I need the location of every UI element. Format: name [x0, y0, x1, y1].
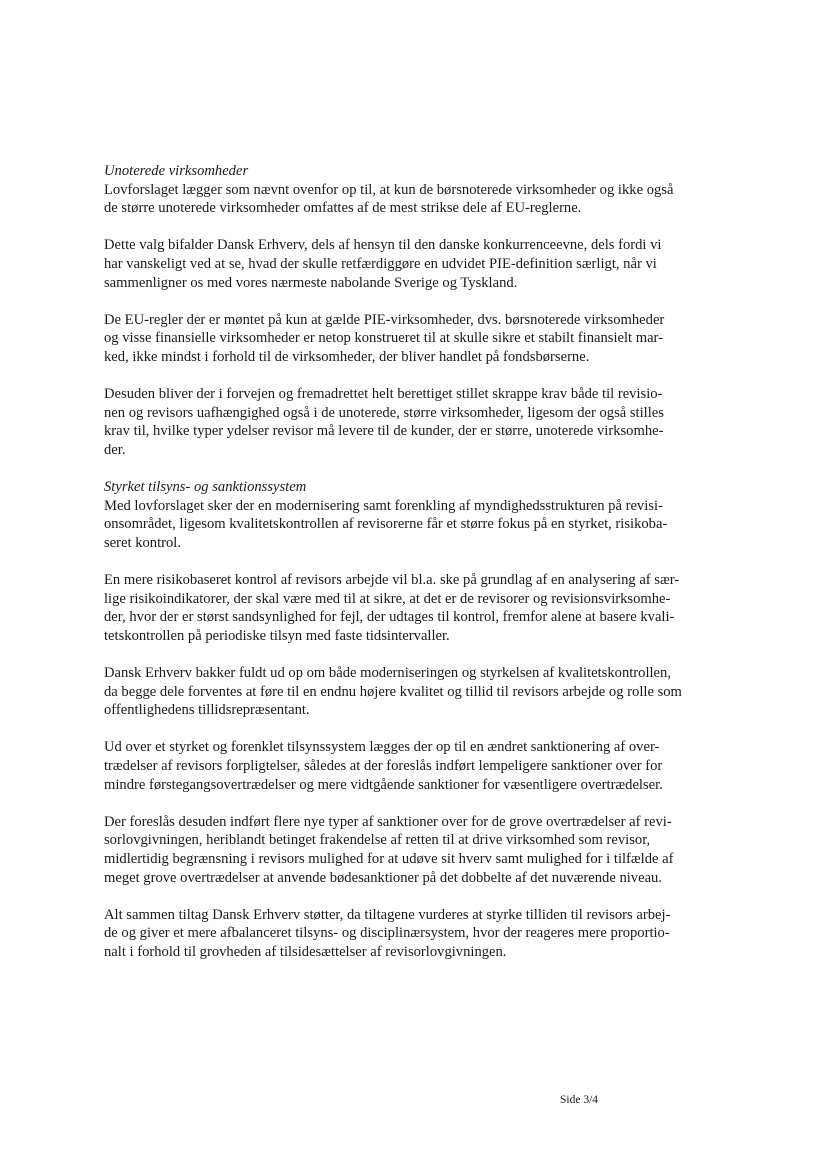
text-line: der.	[104, 441, 126, 458]
text-line: meget grove overtrædelser at anvende bødesanktioner på det dobbelte af det nuværende niveau.	[104, 869, 663, 886]
text-line: Desuden bliver der i forvejen og fremadrettet helt berettiget stillet skrappe krav både til revisio-	[104, 386, 663, 403]
text-line: mindre førstegangsovertrædelser og mere vidtgående sanktioner for væsentligere overtrædelser.	[104, 776, 663, 793]
text-line: tetskontrollen på periodiske tilsyn med faste tidsintervaller.	[104, 627, 450, 644]
text-line: Dansk Erhverv bakker fuldt ud op om både moderniseringen og styrkelsen af kvalitetskontrollen,	[104, 665, 671, 682]
text-line: En mere risikobaseret kontrol af revisors arbejde vil bl.a. ske på grundlag af en analysering af sær-	[104, 572, 680, 589]
paragraph	[104, 813, 724, 887]
text-line: de og giver et mere afbalanceret tilsyns- og disciplinærsystem, hvor der reageres mere proportio-	[104, 925, 670, 942]
text-line: da begge dele forventes at føre til en endnu højere kvalitet og tillid til revisors arbejde og rolle som	[104, 683, 682, 700]
text-line: og visse finansielle virksomheder er netop konstrueret til at skulle sikre et stabilt finansielt mar-	[104, 330, 663, 347]
section-2-block-1	[104, 478, 724, 552]
text-line: Alt sammen tiltag Dansk Erhverv støtter, da tiltagene vurderes at styrke tilliden til revisors arbej-	[104, 906, 671, 923]
text-line: midlertidig begrænsning i revisors mulighed for at udøve sit hverv samt mulighed for i tilfælde af	[104, 850, 674, 867]
text-line: nalt i forhold til grovheden af tilsidesættelser af revisorlovgivningen.	[104, 943, 507, 960]
text-line: lige risikoindikatorer, der skal være med til at sikre, at det er de revisorer og revisionsvirksomhe-	[104, 590, 671, 607]
paragraph	[104, 311, 724, 367]
paragraph	[104, 906, 724, 962]
text-line: De EU-regler der er møntet på kun at gælde PIE-virksomheder, dvs. børsnoterede virksomheder	[104, 311, 665, 328]
text-line: krav til, hvilke typer ydelser revisor må levere til de kunder, der er større, unoterede virksomhe-	[104, 423, 664, 440]
text-line: de større unoterede virksomheder omfattes af de mest strikse dele af EU-reglerne.	[104, 200, 582, 217]
paragraph	[104, 738, 724, 794]
text-line: der, hvor der er størst sandsynlighed for fejl, der udtages til kontrol, fremfor alene at basere kvali-	[104, 609, 675, 626]
text-line: trædelser af revisors forpligtelser, således at der foreslås indført lempeligere sanktioner over for	[104, 758, 663, 774]
text-line: sammenligner os med vores nærmeste nabolande Sverige og Tyskland.	[104, 274, 518, 291]
text-line: Med lovforslaget sker der en modernisering samt forenkling af myndighedsstrukturen på revisi-	[104, 497, 663, 514]
paragraph	[104, 385, 724, 459]
text-line: Lovforslaget lægger som nævnt ovenfor op til, at kun de børsnoterede virksomheder og ikke også	[104, 181, 674, 198]
paragraph	[104, 571, 724, 645]
section-heading: Unoterede virksomheder	[104, 163, 249, 179]
text-line: onsområdet, ligesom kvalitetskontrollen af revisorerne får et større fokus på en styrket, risikoba-	[104, 516, 668, 533]
section-1-block-1	[104, 162, 724, 218]
text-line: nen og revisors uafhængighed også i de unoterede, større virksomheder, ligesom der også stilles	[104, 404, 664, 421]
text-line: ked, ikke mindst i forhold til de virksomheder, der bliver handlet på fondsbørserne.	[104, 348, 590, 365]
page-number: Side 3/4	[560, 1094, 599, 1106]
text-line: offentlighedens tillidsrepræsentant.	[104, 702, 310, 719]
text-line: Ud over et styrket og forenklet tilsynssystem lægges der op til en ændret sanktionering af over-	[104, 739, 660, 756]
section-styrket-tilsyns-og-sanktionssystem	[104, 478, 724, 961]
paragraph	[104, 664, 724, 720]
section-unoterede-virksomheder	[104, 162, 724, 460]
text-line: har vanskeligt ved at se, hvad der skulle retfærdiggøre en udvidet PIE-definition særligt, når vi	[104, 255, 657, 272]
text-line: Dette valg bifalder Dansk Erhverv, dels af hensyn til den danske konkurrenceevne, dels fordi vi	[104, 237, 662, 254]
paragraph	[104, 236, 724, 292]
text-line: Der foreslås desuden indført flere nye typer af sanktioner over for de grove overtrædelser af revi-	[104, 813, 672, 830]
section-heading: Styrket tilsyns- og sanktionssystem	[104, 479, 307, 496]
text-line: sorlovgivningen, heriblandt betinget frakendelse af retten til at drive virksomhed som revisor,	[104, 832, 651, 849]
text-line: seret kontrol.	[104, 534, 182, 551]
page-content	[104, 162, 724, 962]
